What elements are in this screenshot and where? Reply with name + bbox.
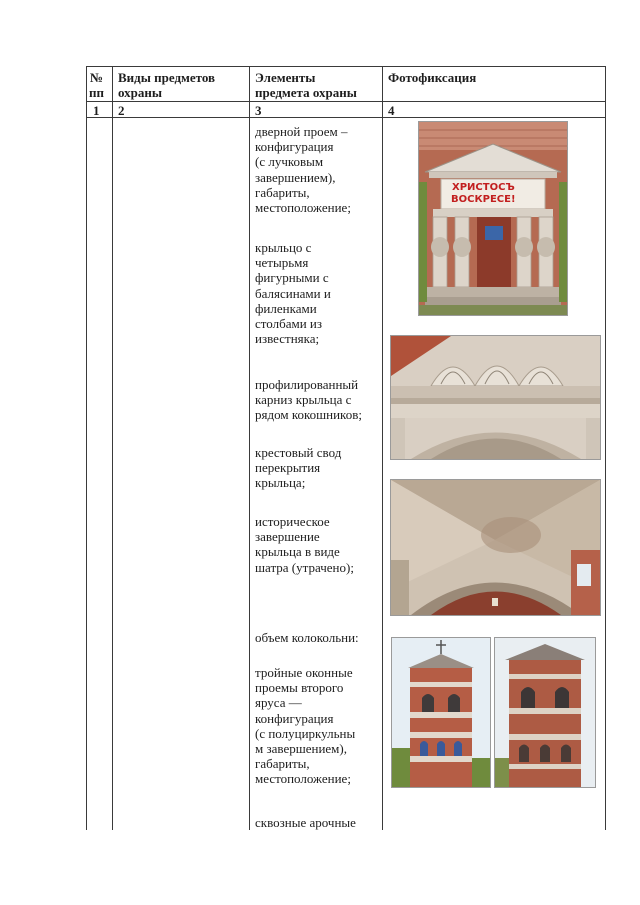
text-line: тройные оконные [255, 665, 353, 680]
text-line: дверной проем – [255, 124, 348, 139]
text-line: завершение [255, 529, 320, 545]
column-number-4: 4 [388, 103, 395, 118]
text-line: фигурными с [255, 270, 329, 286]
text-line: филенками [255, 300, 317, 316]
text-line: крыльца; [255, 475, 306, 491]
porch-sign-line1: ХРИСТОСЪ [452, 182, 515, 193]
text-line: столбами из [255, 316, 323, 332]
table-border-left [86, 66, 87, 830]
element-door-opening [255, 124, 351, 215]
text-line: рядом кокошников; [255, 407, 362, 423]
column-number-2: 2 [118, 103, 125, 118]
text-line: крыльца в виде [255, 544, 340, 560]
photo-cross-vault [390, 479, 601, 616]
text-line: сквозные арочные [255, 815, 356, 830]
text-line: крыльцо с [255, 240, 312, 255]
header-types-line2: охраны [118, 85, 163, 100]
text-line: завершением), [255, 169, 336, 185]
text-line: известняка; [255, 331, 320, 347]
header-types-line1: Виды предметов [118, 70, 216, 85]
text-line: перекрытия [255, 460, 321, 476]
text-line: местоположение; [255, 200, 351, 216]
text-line: местоположение; [255, 771, 351, 787]
table-border-top [86, 66, 605, 67]
text-line: конфигурация [255, 710, 334, 726]
element-porch [255, 240, 331, 346]
header-number-abbr: пп [89, 85, 104, 100]
element-cross-vault [255, 445, 341, 491]
element-historic-top [255, 514, 354, 575]
text-line: балясинами и [255, 285, 331, 301]
text-line: шатра (утрачено); [255, 559, 354, 575]
element-bell-tower-volume [255, 630, 359, 645]
text-line: (с лучковым [255, 154, 324, 170]
table-divider-2 [249, 66, 250, 830]
text-line: четырьмя [255, 255, 309, 271]
text-line: (с полуциркульны [255, 725, 356, 741]
text-line: яруса — [255, 695, 302, 711]
header-number-symbol: № [90, 70, 104, 85]
text-line: крестовый свод [255, 445, 342, 460]
photo-bell-tower-left [391, 637, 491, 788]
photo-cornice-kokoshniks [390, 335, 601, 460]
text-line: объем колокольни: [255, 630, 359, 645]
element-arched-openings [255, 815, 356, 830]
table-divider-3 [382, 66, 383, 830]
element-cornice [255, 377, 362, 423]
column-number-1: 1 [93, 103, 100, 118]
text-line: конфигурация [255, 139, 334, 155]
column-number-3: 3 [255, 103, 262, 118]
element-triple-windows [255, 665, 355, 787]
photo-bell-tower-right [494, 637, 596, 788]
table-number-row-divider [86, 117, 605, 118]
header-photo: Фотофиксация [388, 70, 477, 85]
header-elements-line1: Элементы [255, 70, 316, 85]
table-divider-1 [112, 66, 113, 830]
table-border-right [605, 66, 606, 830]
porch-sign-line2: ВОСКРЕСЕ! [451, 194, 516, 205]
text-line: габариты, [255, 184, 310, 200]
text-line: историческое [255, 514, 330, 529]
text-line: карниз крыльца с [255, 392, 352, 408]
header-elements-line2: предмета охраны [255, 85, 357, 100]
text-line: габариты, [255, 756, 310, 772]
photo-porch-entrance [418, 121, 568, 316]
text-line: профилированный [255, 377, 359, 392]
table-header-divider [86, 101, 605, 102]
text-line: м завершением), [255, 741, 347, 757]
text-line: проемы второго [255, 680, 344, 696]
